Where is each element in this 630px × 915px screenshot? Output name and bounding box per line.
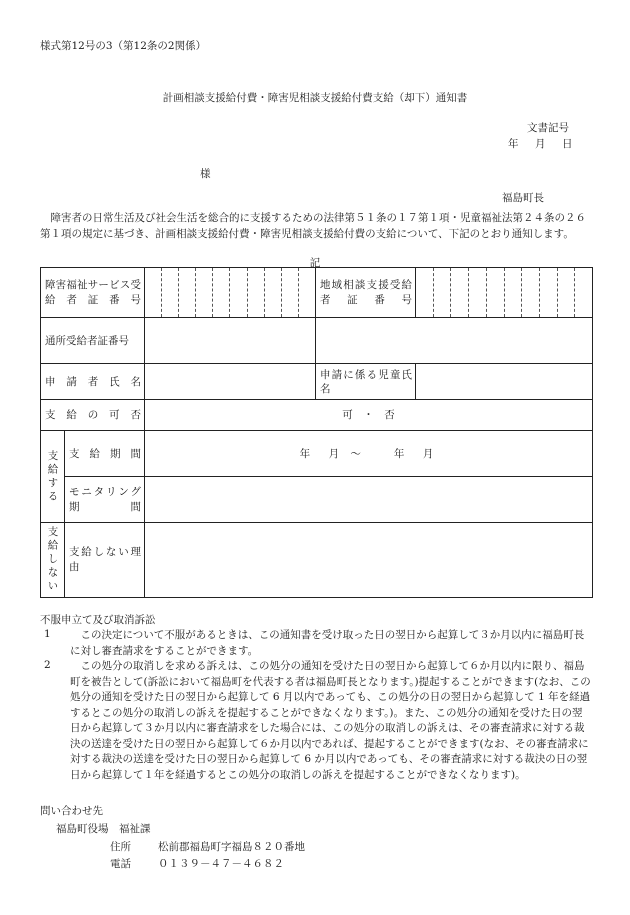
monitoring-period-value[interactable] [145,477,593,523]
contact-phone-value: ０１３９－４７－４６８２ [158,858,284,870]
monitoring-period-label: モニタリング期間 [65,477,145,523]
grant-period-value[interactable]: 年 月 ～ 年 月 [145,431,593,477]
form-number: 様式第12号の3（第12条の2関係） [40,40,207,52]
service-certificate-label: 障害福祉サービス受給者証番号 [41,268,145,318]
blank-cell [316,318,593,364]
denial-reason-value[interactable] [145,523,593,598]
applicant-name-value[interactable] [145,364,316,400]
commuting-certificate-value[interactable] [145,318,316,364]
community-certificate-label: 地域相談支援受給者証番号 [316,268,416,318]
commuting-certificate-label: 通所受給者証番号 [41,318,145,364]
community-certificate-number-boxes[interactable] [416,268,593,318]
appeal-item-1-text: この決定について不服があるときは、この通知書を受け取った日の翌日から起算して３か月以内に福島町長に対し審査請求をすることができます。 [70,629,585,657]
intro-paragraph: 障害者の日常生活及び社会生活を総合的に支援するための法律第５１条の１７第１項・児童福祉法第２４条の２６第１項の規定に基づき、計画相談支援給付費・障害児相談支援給付費の支給について、下記のとおり通知します。 [40,212,586,240]
contact-office: 福島町役場 福祉課 [56,823,151,835]
child-name-value[interactable] [416,364,593,400]
appeal-heading: 不服申立て及び取消訴訟 [40,614,156,626]
applicant-name-label: 申請者氏名 [41,364,145,400]
grant-group-label: 支給する [41,431,65,523]
approval-label: 支給の可否 [41,400,145,431]
contact-address-value: 松前郡福島町字福島８２０番地 [158,841,305,853]
service-certificate-number-boxes[interactable] [145,268,316,318]
issuer: 福島町長 [502,192,544,204]
contact-heading: 問い合わせ先 [40,805,103,817]
appeal-item-1-number: 1 [44,628,51,640]
recipient-suffix: 様 [200,168,211,180]
benefit-table [40,267,593,598]
deny-group-label: 支給しない [41,523,65,598]
denial-reason-label: 支給しない理由 [65,523,145,598]
approval-value[interactable]: 可 ・ 否 [145,400,593,431]
document-title: 計画相談支援給付費・障害児相談支援給付費支給（却下）通知書 [162,92,468,104]
appeal-item-2-number: 2 [44,659,51,671]
appeal-item-2-text: この処分の取消しを求める訴えは、この処分の通知を受けた日の翌日から起算して６か月以内に限り、福島町を被告として(訴訟において福島町を代表する者は福島町長となります。)提起することができます(なお、この処分の通知を受けた日の翌日から起算して 6 月以内であっても、この処分の日の翌日から起算して 1 年を経過するとこの処分の取消しの訴えを提起することができなくなります。)。また、この処分の通知を受けた日の翌日から起算して３か月以内に審査請求をした場合には、この処分の取消しの訴えは、その審査請求に対する裁決の送達を受けた日の翌日から起算して６か月以内であれば、提起することができます(なお、その審査請求に対する裁決の送達を受けた日の翌日から起算して 6 か月以内であっても、その審査請求に対する裁決の日の翌日から起算して１年を経過するとこの処分の取消しの訴えを提起することができなくなります)。 [70,660,591,781]
contact-address-label: 住所 [110,841,131,853]
grant-period-label: 支給期間 [65,431,145,477]
ki-marker: 記 [309,257,321,269]
contact-phone-label: 電話 [110,858,131,870]
date-label: 年 月 日 [508,138,576,150]
child-name-label: 申請に係る児童氏名 [316,364,416,400]
doc-number-label: 文書記号 [527,122,569,134]
